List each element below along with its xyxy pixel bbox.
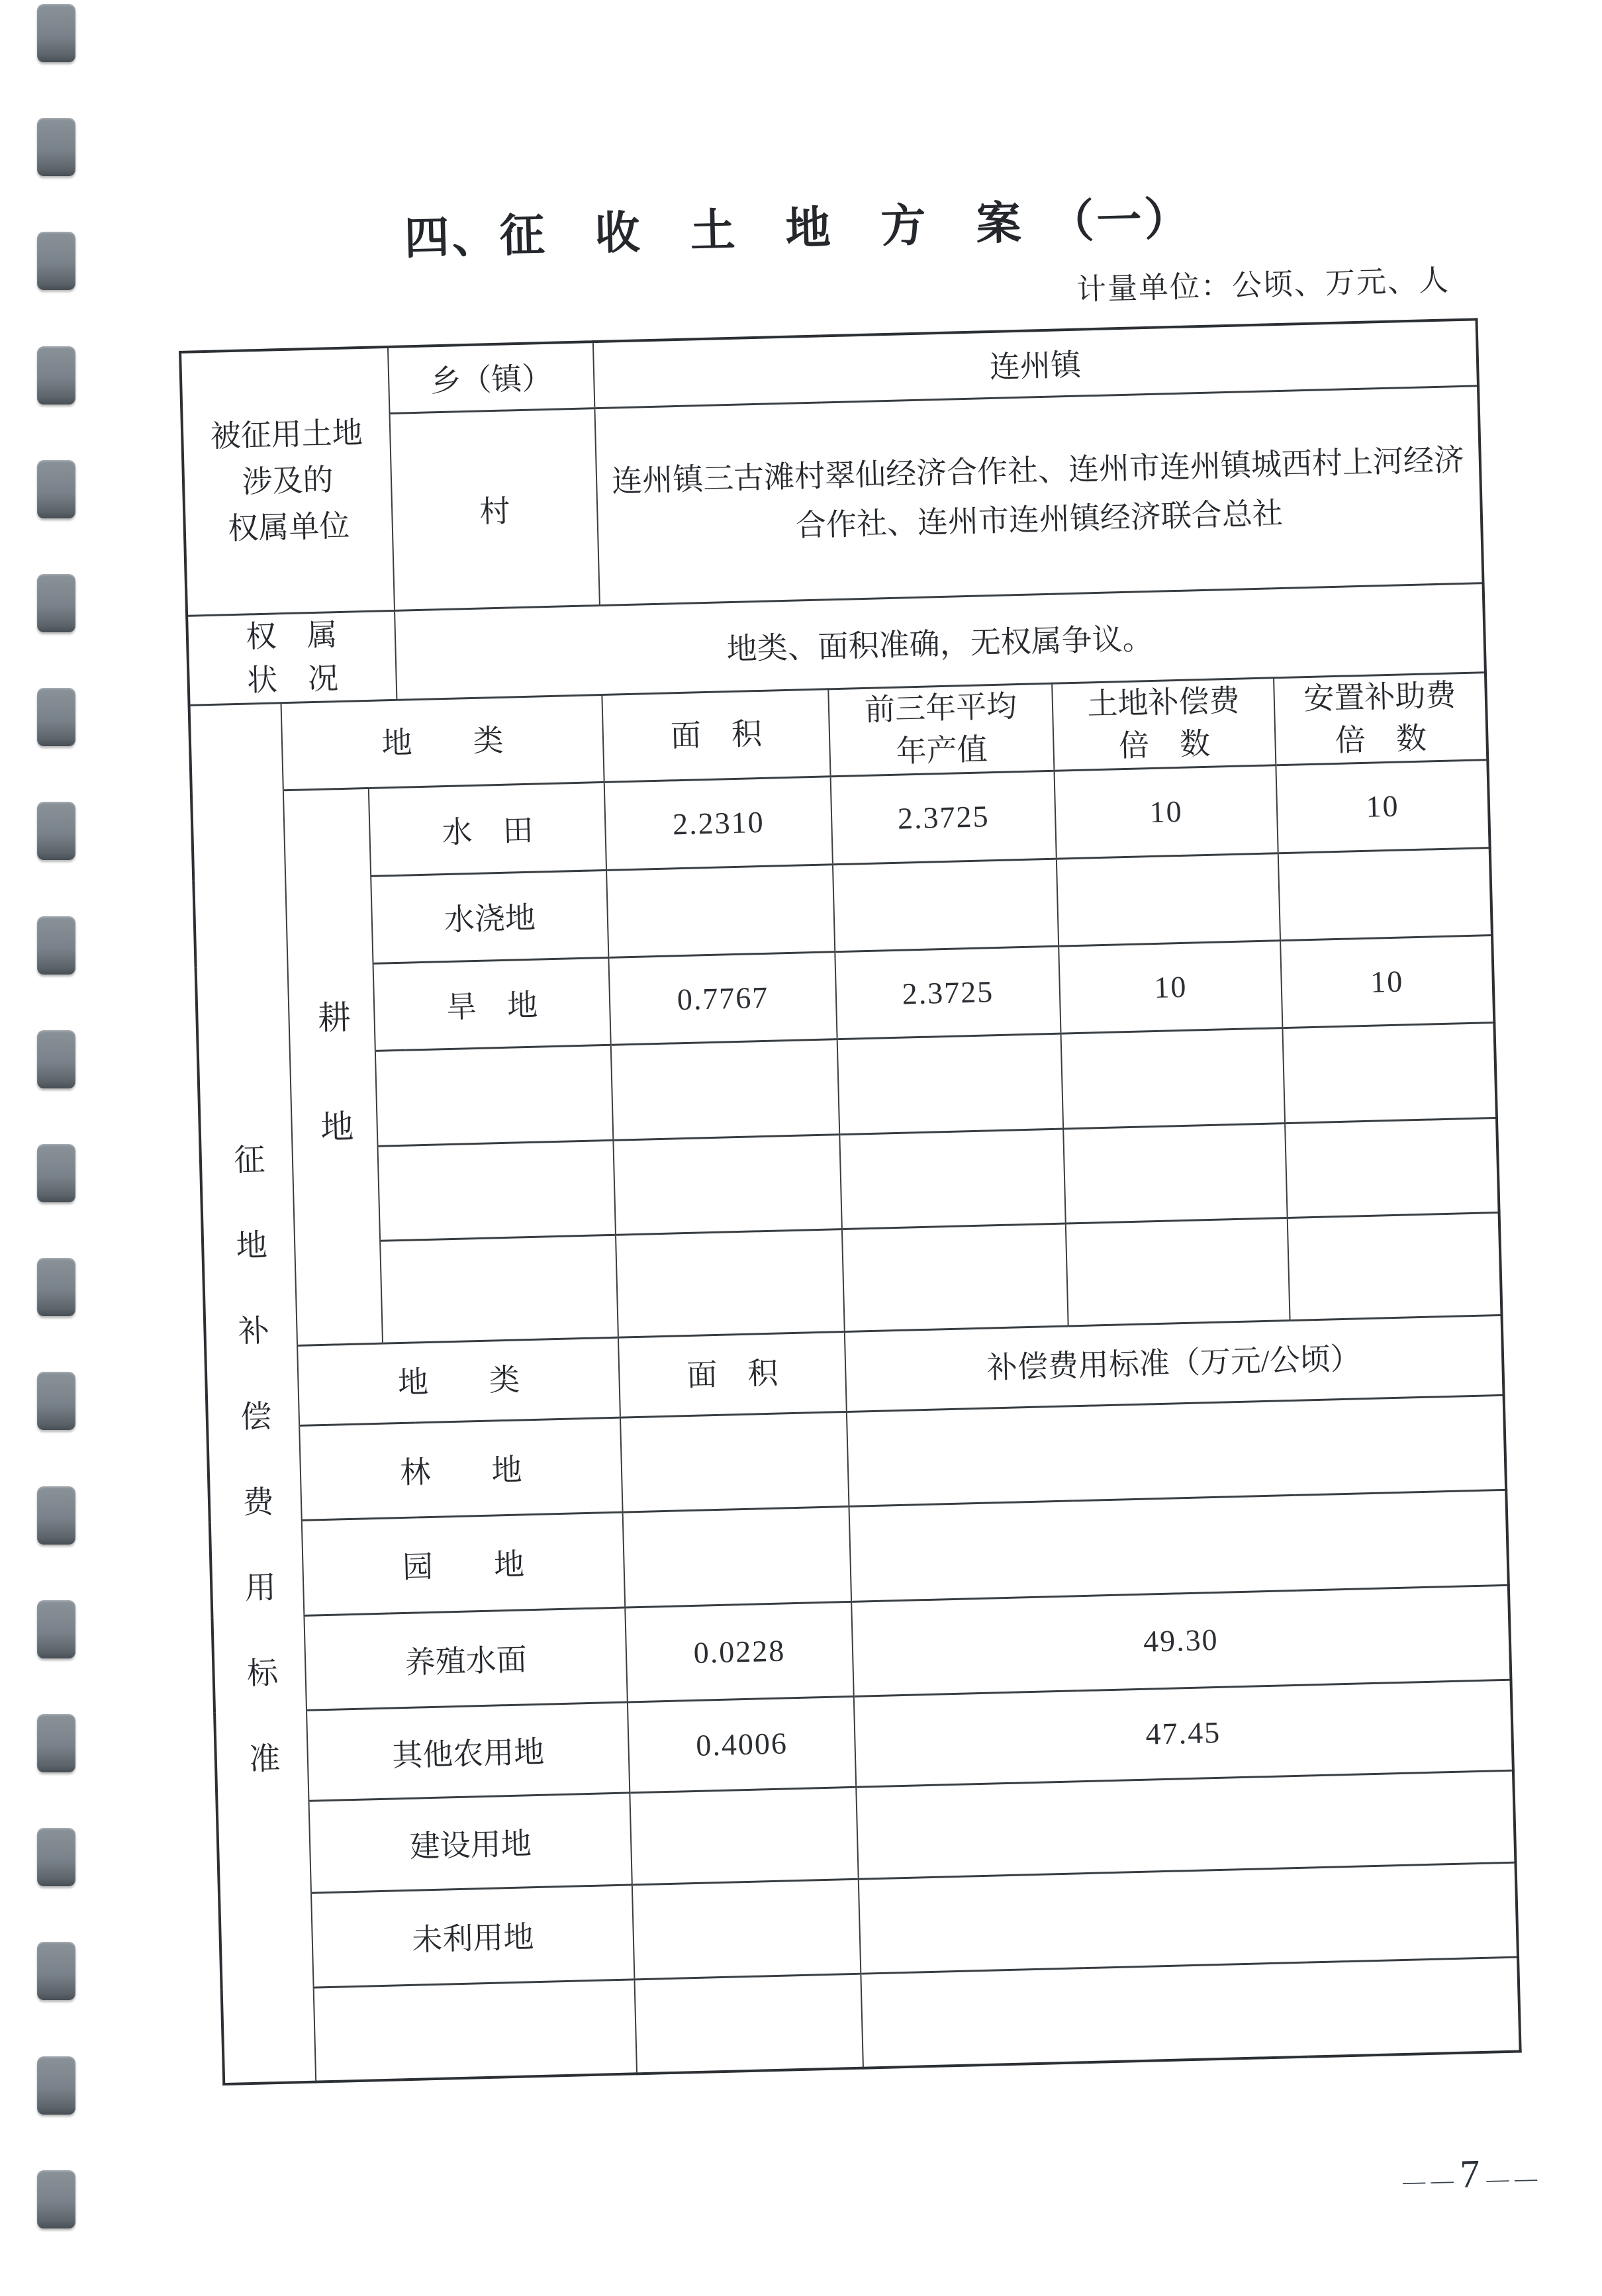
cell-standard [856, 1770, 1515, 1879]
measurement-unit-note: 计量单位：公顷、万元、人 [1076, 263, 1450, 307]
cell-resettlement-multiplier [1282, 1022, 1497, 1123]
cell-land-comp-multiplier [1061, 1028, 1286, 1128]
cell-ownership-status-value: 地类、面积准确，无权属争议。 [395, 583, 1485, 700]
cell-s1-header-land-type: 地 类 [281, 694, 604, 790]
cell-land-type [377, 1140, 616, 1241]
cell-resettlement-multiplier [1278, 847, 1492, 940]
cell-land-comp-multiplier: 10 [1059, 940, 1282, 1033]
cell-area: 0.0228 [625, 1602, 854, 1702]
cultivated-land-label-text: 耕地 [312, 999, 355, 1220]
cell-area [634, 1974, 863, 2074]
cell-avg-output [839, 1129, 1066, 1229]
page-number-value: 7 [1459, 2152, 1481, 2196]
cell-land-type [314, 1979, 637, 2081]
land-acquisition-table [179, 318, 1522, 2085]
cell-township-value: 连州镇 [593, 319, 1478, 408]
cell-land-type: 水浇地 [371, 870, 608, 963]
cell-area: 0.4006 [628, 1696, 856, 1793]
cell-village-value: 连州镇三古滩村翠仙经济合作社、连州市连州镇城西村上河经济 合作社、连州市连州镇经济联合总社 [594, 385, 1483, 605]
cell-area: 2.2310 [604, 776, 833, 870]
cell-land-type: 未利用地 [311, 1884, 634, 1987]
cell-resettlement-multiplier [1288, 1212, 1502, 1320]
cell-area [632, 1879, 861, 1980]
page-title: 四、征 收 土 地 方 案 （一） [403, 193, 1193, 264]
cell-land-comp-multiplier [1063, 1123, 1288, 1223]
cell-land-comp-multiplier: 10 [1054, 765, 1278, 858]
cell-area [611, 1039, 840, 1140]
cell-avg-output: 2.3725 [835, 946, 1060, 1039]
cell-s2-header-land-type: 地 类 [297, 1337, 620, 1425]
cell-land-type: 旱 地 [373, 957, 610, 1051]
cell-cultivated-land-group [283, 788, 383, 1345]
cell-land-type: 水 田 [369, 782, 606, 876]
cell-ownership-status-label: 权 属 状 况 [187, 610, 397, 705]
cell-area [623, 1506, 852, 1607]
cell-resettlement-multiplier [1285, 1118, 1499, 1218]
cell-avg-output [842, 1223, 1068, 1332]
cell-standard [847, 1395, 1506, 1506]
page-number-suffix: — — [1486, 2166, 1538, 2192]
cell-standard [859, 1862, 1518, 1974]
cell-standard [849, 1490, 1509, 1602]
page-number [1363, 2148, 1576, 2199]
cell-land-type [380, 1235, 618, 1343]
cell-s1-header-area: 面 积 [602, 689, 830, 782]
cell-township-label: 乡（镇） [388, 342, 594, 413]
cell-s2-header-area: 面 积 [618, 1331, 847, 1417]
cell-village-label: 村 [390, 408, 600, 610]
cell-standard: 47.45 [854, 1680, 1513, 1787]
cell-s1-header-land-comp-multiplier: 土地补偿费 倍 数 [1052, 677, 1276, 770]
cell-resettlement-multiplier: 10 [1276, 759, 1489, 853]
cell-standard [861, 1957, 1520, 2068]
page-number-prefix: — — [1402, 2168, 1454, 2195]
cell-avg-output [837, 1033, 1064, 1135]
cell-land-comp-multiplier [1057, 853, 1280, 945]
cell-land-type: 养殖水面 [304, 1607, 627, 1710]
cell-s1-header-avg-output: 前三年平均 年产值 [828, 683, 1054, 777]
cell-standard: 49.30 [851, 1585, 1511, 1696]
cell-land-type: 园 地 [302, 1512, 626, 1615]
cell-land-type: 其他农用地 [306, 1701, 630, 1800]
cell-area [606, 864, 835, 957]
cell-s2-header-standard: 补偿费用标准（万元/公顷） [845, 1315, 1504, 1411]
cell-land-type: 建设用地 [308, 1792, 632, 1892]
cell-area [613, 1134, 842, 1235]
cell-affected-units-header: 被征用土地 涉及的 权属单位 [180, 347, 395, 616]
cell-area [630, 1787, 858, 1885]
cell-area [616, 1229, 845, 1337]
cell-land-comp-multiplier [1066, 1218, 1290, 1325]
compensation-side-label-text: 征地补偿费用标准 [228, 1143, 281, 1829]
cell-s1-header-resettlement-multiplier: 安置补助费 倍 数 [1274, 672, 1487, 765]
cell-resettlement-multiplier: 10 [1280, 935, 1494, 1028]
cell-land-type [375, 1045, 614, 1146]
cell-area: 0.7767 [608, 951, 837, 1045]
cell-avg-output [833, 859, 1059, 952]
cell-area [620, 1411, 849, 1512]
cell-avg-output: 2.3725 [831, 771, 1057, 865]
cell-land-type: 林 地 [299, 1417, 622, 1520]
